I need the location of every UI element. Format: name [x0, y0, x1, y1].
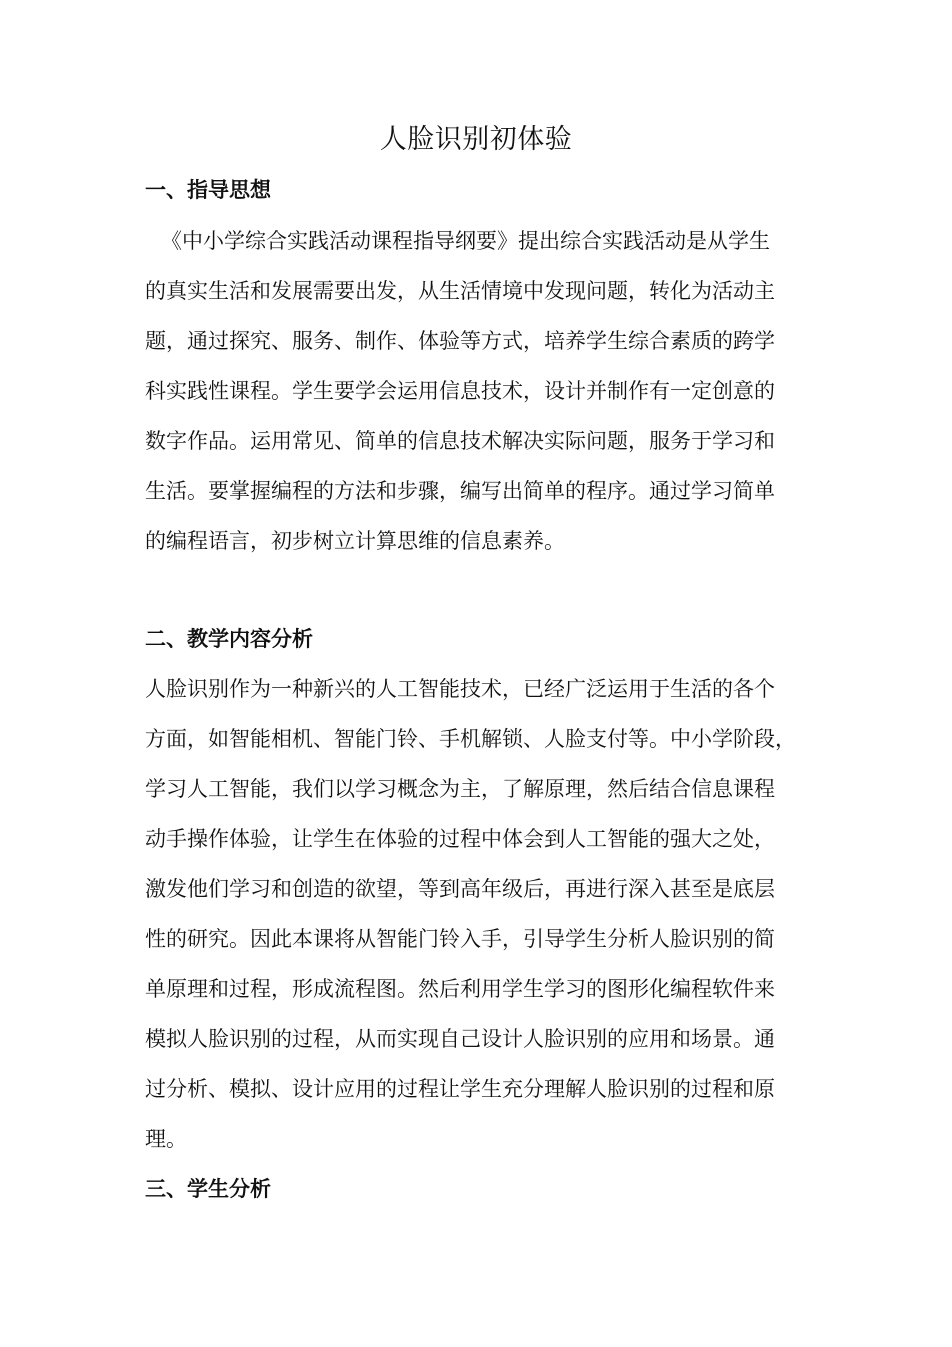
paragraph-line: 的编程语言，初步树立计算思维的信息素养。 [145, 529, 565, 553]
paragraph-line: 过分析、模拟、设计应用的过程让学生充分理解人脸识别的过程和原 [145, 1077, 775, 1101]
section-paragraph-guiding-ideology [145, 216, 808, 566]
paragraph-line: 科实践性课程。学生要学会运用信息技术，设计并制作有一定创意的 [145, 379, 775, 403]
paragraph-line: 《中小学综合实践活动课程指导纲要》提出综合实践活动是从学生 [161, 229, 770, 253]
paragraph-line: 单原理和过程，形成流程图。然后利用学生学习的图形化编程软件来 [145, 977, 775, 1001]
paragraph-line: 学习人工智能，我们以学习概念为主，了解原理，然后结合信息课程 [145, 777, 775, 801]
paragraph-line: 题，通过探究、服务、制作、体验等方式，培养学生综合素质的跨学 [145, 329, 775, 353]
paragraph-line: 数字作品。运用常见、简单的信息技术解决实际问题，服务于学习和 [145, 429, 775, 453]
paragraph-line: 方面，如智能相机、智能门铃、手机解锁、人脸支付等。中小学阶段， [145, 727, 796, 751]
document-title: 人脸识别初体验 [379, 124, 573, 155]
section-heading-content-analysis: 二、教学内容分析 [145, 627, 313, 651]
paragraph-line: 人脸识别作为一种新兴的人工智能技术，已经广泛运用于生活的各个 [145, 677, 775, 701]
section-heading-student-analysis: 三、学生分析 [145, 1177, 271, 1201]
paragraph-line: 动手操作体验，让学生在体验的过程中体会到人工智能的强大之处， [145, 827, 775, 851]
paragraph-line: 生活。要掌握编程的方法和步骤，编写出简单的程序。通过学习简单 [145, 479, 775, 503]
section-heading-guiding-ideology: 一、指导思想 [145, 178, 271, 202]
paragraph-line: 性的研究。因此本课将从智能门铃入手，引导学生分析人脸识别的简 [145, 927, 775, 951]
paragraph-line: 模拟人脸识别的过程，从而实现自己设计人脸识别的应用和场景。通 [145, 1027, 775, 1051]
paragraph-line: 激发他们学习和创造的欲望，等到高年级后，再进行深入甚至是底层 [145, 877, 775, 901]
paragraph-line: 理。 [145, 1127, 187, 1151]
paragraph-line: 的真实生活和发展需要出发，从生活情境中发现问题，转化为活动主 [145, 279, 775, 303]
section-paragraph-content-analysis [145, 664, 808, 1164]
